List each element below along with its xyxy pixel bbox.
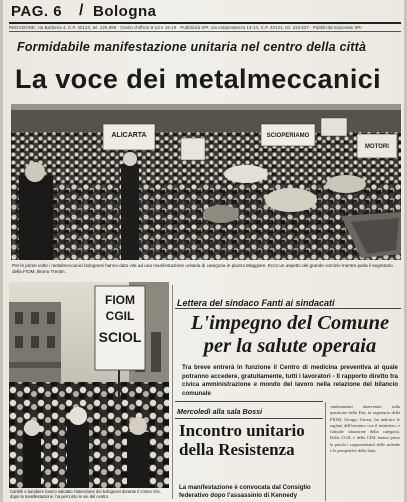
main-headline: La voce dei metalmeccanici	[15, 64, 382, 94]
resistenza-kicker: Mercoledì alla sala Bossi	[177, 407, 263, 416]
page-number: PAG. 6	[11, 3, 63, 20]
main-kicker: Formidabile manifestazione unitaria nel centro della città	[17, 40, 367, 54]
protest-sign-5	[321, 118, 347, 136]
sign-line-1: FIOM	[105, 293, 135, 307]
side-column-text: cambiamenti intervenuti sulla questione della Fiat, la segretaria della FIOM, Giorgio Grossi, ha indicato le ragioni dell'incontro con il ministero, e l'attuale situazione della categoria. Della CGIL e della CISL hanno preso la parola i rappresentanti delle aziende e le prospettive della lotta.	[330, 404, 400, 454]
lettera-headline	[181, 312, 399, 358]
section-city: Bologna	[93, 3, 157, 20]
lettera-headline-line1: L'impegno del Comune	[190, 312, 390, 334]
protest-sign-1	[103, 124, 155, 150]
masthead-rule-thin	[9, 31, 401, 32]
column-rule	[172, 285, 173, 499]
resistenza-headline-line2: della Resistenza	[179, 440, 295, 459]
main-photo-caption: Per le prime volte i metalmeccanici bolognesi hanno dato vita ad una manifestazione unitaria di categoria in piazza Maggiore. Ecco un aspetto del grande comizio mentre parla il segretario della FIOM, Bruno Trentin.	[12, 263, 393, 274]
resistenza-headline-line1: Incontro unitario	[179, 421, 305, 440]
lettera-rule	[175, 308, 401, 309]
protest-sign-2	[181, 138, 205, 160]
protest-sign-3-text: SCIOPERIAMO	[266, 133, 310, 139]
lettera-kicker: Lettera del sindaco Fanti ai sindacati	[177, 298, 335, 308]
protest-sign-1-text: ALICARTA	[111, 132, 147, 139]
side-column-rule	[325, 402, 326, 501]
protest-sign-3	[261, 124, 315, 146]
lettera-headline-line2: per la salute operaia	[203, 335, 377, 357]
masthead-separator: /	[79, 2, 84, 19]
march-photo-caption: Cartelli e bandiere hanno salutato l'attenzione dei bolognesi durante il corteo che, dopo la manifestazione, ha percorso le vie del centro.	[10, 489, 161, 499]
newspaper-page	[3, 0, 404, 502]
lettera-lead: Tra breve entrerà in funzione il Centro di medicina preventiva al quale potranno accedere, gratuitamente, tutti i lavoratori - Il rapporto diretto tra civica amministrazione e mondo del lavoro nella relazione del bilancio comunale	[182, 364, 398, 398]
masthead	[9, 2, 399, 22]
resistenza-lead: La manifestazione è convocata dal Consiglio federativo dopo l'assassinio di Kennedy	[179, 484, 311, 499]
redazione-line: REDAZIONE: via Barberia 4, C.P. 40123, tel. 226.859 · Orario d'ufficio 9-13 e 15-19 · Pubblicità SPI, via Indipendenza 13-14, C.P. 40121, tel. 233.627 · Pubblicità nazionale SPI	[9, 25, 362, 30]
march-photo	[9, 282, 169, 488]
resistenza-headline	[179, 421, 329, 459]
resistenza-rule	[175, 418, 323, 419]
crowd-photo	[11, 104, 401, 260]
sign-line-3: SCIOL	[98, 329, 142, 345]
masthead-rule	[9, 22, 401, 24]
sign-line-2: CGIL	[105, 309, 135, 323]
protest-sign-4-text: MOTORI	[365, 144, 389, 150]
protest-sign-4	[357, 134, 397, 158]
